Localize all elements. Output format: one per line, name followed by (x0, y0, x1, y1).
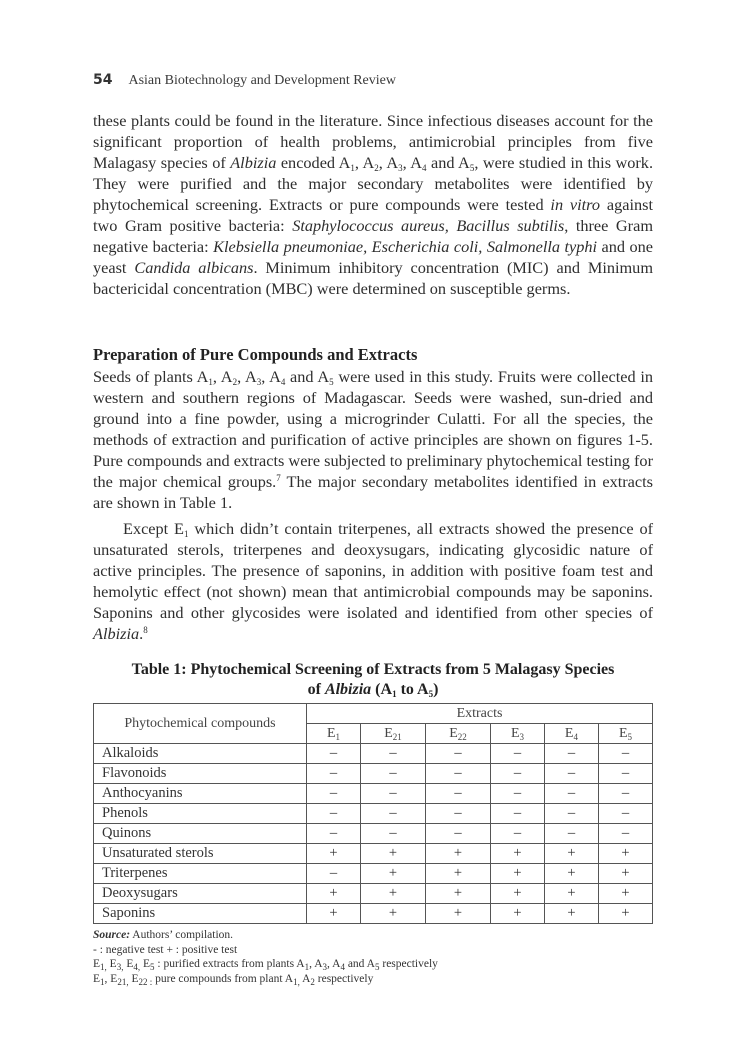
test-result-cell: + (490, 844, 544, 864)
test-result-cell: + (360, 844, 425, 864)
test-result-cell: + (490, 884, 544, 904)
test-result-cell: – (598, 824, 652, 844)
test-result-cell: – (307, 804, 361, 824)
test-result-cell: – (544, 784, 598, 804)
test-result-cell: – (598, 744, 652, 764)
table-notes (93, 928, 438, 986)
test-result-cell: + (490, 864, 544, 884)
running-head (93, 72, 396, 89)
test-result-cell: – (307, 824, 361, 844)
test-result-cell: + (425, 864, 490, 884)
compound-name: Alkaloids (94, 744, 307, 764)
compound-name: Phenols (94, 804, 307, 824)
table-header-row (94, 704, 653, 724)
footnote-ref-7[interactable]: 7 (276, 473, 281, 483)
compound-name: Unsaturated sterols (94, 844, 307, 864)
test-result-cell: – (425, 744, 490, 764)
test-result-cell: – (307, 744, 361, 764)
column-header: $E_{21}$ (360, 724, 425, 744)
test-result-cell: – (544, 744, 598, 764)
test-result-cell: – (425, 824, 490, 844)
test-result-cell: – (425, 764, 490, 784)
test-result-cell: – (360, 744, 425, 764)
extracts-group-header: Extracts (307, 704, 653, 724)
paragraph-results: Except $E_1$ which didn’t contain triterpenes, all extracts showed the presence of unsaturated sterols, triterpenes and deoxysugars, indicating glycosidic nature of active principles. The presence of saponins, in addition with positive foam test and hemolytic effect (not shown) mean that antimicrobial compounds may be saponins. Saponins and other glycosides were isolated and identified from other species of Albizia.$^8$ (93, 519, 654, 643)
test-result-cell: + (598, 864, 652, 884)
table-row (94, 744, 653, 764)
table-caption: Table 1: Phytochemical Screening of Extracts from 5 Malagasy Species of Albizia ($A_1$ to $A_5$) (131, 661, 615, 699)
legend-note: - : negative test + : positive test (93, 943, 238, 956)
test-result-cell: + (544, 844, 598, 864)
column-header: $E_{22}$ (425, 724, 490, 744)
test-result-cell: – (490, 744, 544, 764)
test-result-cell: – (598, 764, 652, 784)
test-result-cell: + (307, 884, 361, 904)
paragraph-preparation: Seeds of plants $A_1$, $A_2$, $A_3$, $A_4$ and $A_5$ were used in this study. Fruits were collected in western and southern regions of Madagascar. Seeds were washed, sun-dried and ground into a fine powder, using a microgrinder Culatti. For all the species, the methods of extraction and purification of active principles are shown on figures 1-5. Pure compounds and extracts were subjected to preliminary phytochemical testing for the major chemical groups.$^7$ The major secondary metabolites identified in extracts are shown in Table 1. (93, 367, 653, 512)
test-result-cell: – (490, 784, 544, 804)
test-result-cell: – (490, 824, 544, 844)
test-result-cell: – (360, 764, 425, 784)
test-result-cell: – (598, 784, 652, 804)
test-result-cell: – (425, 784, 490, 804)
section-heading: Preparation of Pure Compounds and Extracts (93, 345, 418, 364)
test-result-cell: – (490, 804, 544, 824)
test-result-cell: – (598, 804, 652, 824)
test-result-cell: + (307, 904, 361, 924)
footnote-ref-8[interactable]: 8 (143, 625, 148, 635)
test-result-cell: + (544, 864, 598, 884)
test-result-cell: + (598, 844, 652, 864)
test-result-cell: – (360, 824, 425, 844)
table-row (94, 824, 653, 844)
test-result-cell: + (425, 884, 490, 904)
test-result-cell: + (307, 844, 361, 864)
test-result-cell: + (360, 864, 425, 884)
test-result-cell: – (307, 764, 361, 784)
table-row (94, 884, 653, 904)
test-result-cell: + (360, 904, 425, 924)
table-row (94, 904, 653, 924)
source-note: Source: Authors’ compilation. (93, 929, 234, 941)
compounds-note: $E_1$, $E_{21,}$ $E_{22 :}$ pure compounds from plant $A_{1,}$ $A_2$ respectively (93, 972, 374, 987)
test-result-cell: – (544, 764, 598, 784)
column-header: $E_4$ (544, 724, 598, 744)
paragraph-intro: these plants could be found in the literature. Since infectious diseases account for the significant proportion of health problems, antimicrobial principles from five Malagasy species of Albizia encoded $A_1$, $A_2$, $A_3$, $A_4$ and $A_5$, were studied in this work. They were purified and the major secondary metabolites were identified by phytochemical screening. Extracts or pure compounds were tested in vitro against two Gram positive bacteria: Staphylococcus aureus, Bacillus subtilis, three Gram negative bacteria: Klebsiella pneumoniae, Escherichia coli, Salmonella typhi and one yeast Candida albicans. Minimum inhibitory concentration (MIC) and Minimum bactericidal concentration (MBC) were determined on susceptible germs. (93, 111, 654, 298)
test-result-cell: + (544, 884, 598, 904)
column-header: $E_1$ (307, 724, 361, 744)
test-result-cell: + (425, 844, 490, 864)
compound-name: Saponins (94, 904, 307, 924)
test-result-cell: – (544, 824, 598, 844)
test-result-cell: – (360, 804, 425, 824)
test-result-cell: – (544, 804, 598, 824)
test-result-cell: + (360, 884, 425, 904)
compound-name: Triterpenes (94, 864, 307, 884)
page-number: 54 (93, 72, 113, 88)
extracts-note: $E_{1,}$ $E_{3,}$ $E_{4,}$ $E_5$ : purified extracts from plants $A_1$, $A_3$, $A_4$ and $A_5$ respectively (93, 958, 438, 972)
test-result-cell: – (360, 784, 425, 804)
test-result-cell: + (425, 904, 490, 924)
row-header: Phytochemical compounds (94, 704, 307, 744)
column-header: $E_5$ (598, 724, 652, 744)
compound-name: Quinons (94, 824, 307, 844)
table-body (94, 744, 653, 924)
test-result-cell: – (307, 784, 361, 804)
test-result-cell: – (307, 864, 361, 884)
test-result-cell: – (425, 804, 490, 824)
test-result-cell: + (544, 904, 598, 924)
test-result-cell: + (490, 904, 544, 924)
table-row (94, 864, 653, 884)
compound-name: Anthocyanins (94, 784, 307, 804)
phytochemical-table (93, 703, 653, 924)
table-row (94, 844, 653, 864)
table-row (94, 764, 653, 784)
compound-name: Deoxysugars (94, 884, 307, 904)
compound-name: Flavonoids (94, 764, 307, 784)
table-row (94, 784, 653, 804)
journal-title: Asian Biotechnology and Development Review (128, 73, 396, 88)
test-result-cell: – (490, 764, 544, 784)
test-result-cell: + (598, 904, 652, 924)
table-row (94, 804, 653, 824)
column-header: $E_3$ (490, 724, 544, 744)
test-result-cell: + (598, 884, 652, 904)
